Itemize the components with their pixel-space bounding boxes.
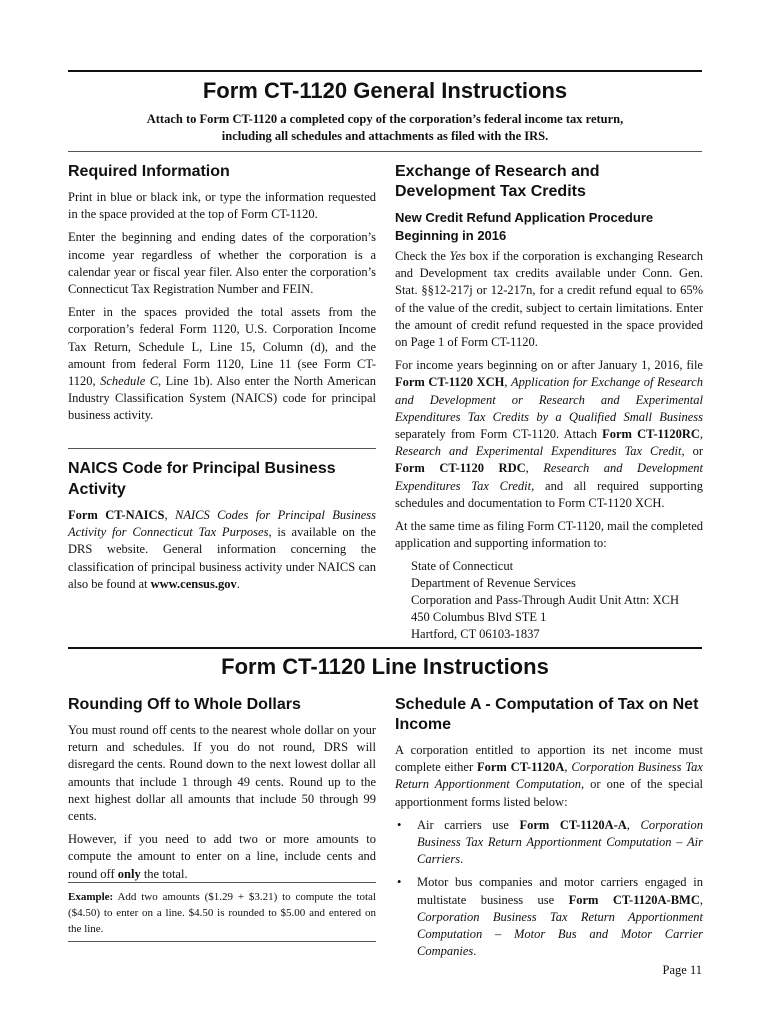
exchange-subheading: New Credit Refund Application Procedure Beginning in 2016	[395, 210, 654, 243]
required-info-p2: Enter the beginning and ending dates of the corporation’s income year regardless of whether the corporation is a calendar year or fiscal year filer. Also enter the corporation’s Connecticut Tax Registration Number and FEIN.	[68, 230, 376, 297]
required-info-p1: Print in blue or black ink, or type the information requested in the space provided at the top of Form CT-1120.	[68, 190, 376, 222]
required-info-heading: Required Information	[68, 163, 230, 180]
exchange-p1: Check the Yes box if the corporation is exchanging Research and Development tax credits available under Conn. Gen. Stat. §§12-217j or 12-217n, for a credit refund equal to 65% of the value of the credit, subject to certain limitations. Enter the amount of credit refund requested in the space provided on Page 1 of Form CT-1120.	[395, 249, 703, 350]
page-number: Page 11	[662, 963, 702, 977]
bullet-icon: •	[397, 875, 402, 890]
example-divider-bottom	[68, 941, 376, 942]
example-divider-top	[68, 882, 376, 883]
rounding-heading: Rounding Off to Whole Dollars	[68, 696, 301, 713]
schedule-a-section	[395, 695, 703, 966]
rounding-section	[68, 695, 376, 889]
header-divider	[68, 151, 702, 152]
exchange-heading: Exchange of Research and Development Tax Credits	[395, 163, 600, 200]
line-instructions-rule	[68, 647, 702, 649]
naics-heading: NAICS Code for Principal Business Activity	[68, 460, 336, 498]
line-instructions-title: Form CT-1120 Line Instructions	[221, 654, 549, 679]
right-column-top	[395, 162, 703, 643]
mailing-address: State of Connecticut Department of Revenue Services Corporation and Pass-Through Audit Unit Attn: XCH 450 Columbus Blvd STE 1 Hartford, CT 06103-1837	[411, 559, 680, 642]
census-link[interactable]: www.census.gov	[150, 576, 237, 591]
top-rule	[68, 70, 702, 72]
required-info-p3: Enter in the spaces provided the total assets from the corporation’s federal Form 1120, U.S. Corporation Income Tax Return, Schedule L, Line 15, Column (d), and the amount from federal Form 1120, Line 11 (see Form CT-1120, Schedule C, Line 1b). Also enter the North American Industry Classification System (NAICS) code for principal business activity.	[68, 305, 376, 423]
exchange-p2: For income years beginning on or after January 1, 2016, file Form CT-1120 XCH, Application for Exchange of Research and Development or Research and Experimental Expenditures Tax Credits by a Qualified Small Business separately from Form CT-1120. Attach Form CT-1120RC, Research and Experimental Expenditures Tax Credit, or Form CT-1120 RDC, Research and Development Expenditures Tax Credit, and all required supporting schedules and documentation to Form CT-1120 XCH.	[395, 358, 703, 510]
example-box	[68, 889, 376, 937]
example-text: Example: Add two amounts ($1.29 + $3.21) to compute the total ($4.50) to enter on a line. $4.50 is rounded to $5.00 and entered on the line.	[68, 891, 376, 935]
apportionment-list	[395, 817, 703, 961]
left-column-top	[68, 162, 376, 431]
list-item: • Air carriers use Form CT-1120A-A, Corporation Business Tax Return Apportionment Computation – Air Carriers.	[397, 817, 703, 867]
exchange-p3: At the same time as filing Form CT-1120, mail the completed application and supporting information to:	[395, 519, 703, 551]
schedule-a-p1: A corporation entitled to apportion its net income must complete either Form CT-1120A, Corporation Business Tax Return Apportionment Computation, or one of the special apportionment forms listed below:	[395, 743, 703, 809]
rounding-p1: You must round off cents to the nearest whole dollar on your return and schedules. If you do not round, DRS will disregard the cents. Round down to the next lowest dollar all amounts that include 1 through 49 cents. Round up to the next highest dollar all amounts that include 50 through 99 cents.	[68, 723, 376, 824]
general-instructions-title: Form CT-1120 General Instructions	[202, 78, 568, 103]
list-item: • Motor bus companies and motor carriers engaged in multistate business use Form CT-1120A-BMC, Corporation Business Tax Return Apportionment Computation – Motor Bus and Motor Carrier Companies.	[397, 875, 704, 959]
schedule-a-heading: Schedule A - Computation of Tax on Net Income	[395, 696, 699, 733]
bullet-icon: •	[397, 817, 402, 832]
rounding-p2: However, if you need to add two or more amounts to compute the amount to enter on a line, include cents and round off only the total.	[68, 832, 376, 881]
attach-note: Attach to Form CT-1120 a completed copy of the corporation’s federal income tax return, including all schedules and attachments as filed with the IRS.	[146, 112, 624, 143]
naics-section	[68, 458, 376, 599]
naics-divider	[68, 448, 376, 449]
naics-paragraph: Form CT-NAICS, NAICS Codes for Principal Business Activity for Connecticut Tax Purposes, is available on the DRS website. General information concerning the classification of principal business activity under NAICS can also be found at www.census.gov.	[68, 508, 377, 591]
